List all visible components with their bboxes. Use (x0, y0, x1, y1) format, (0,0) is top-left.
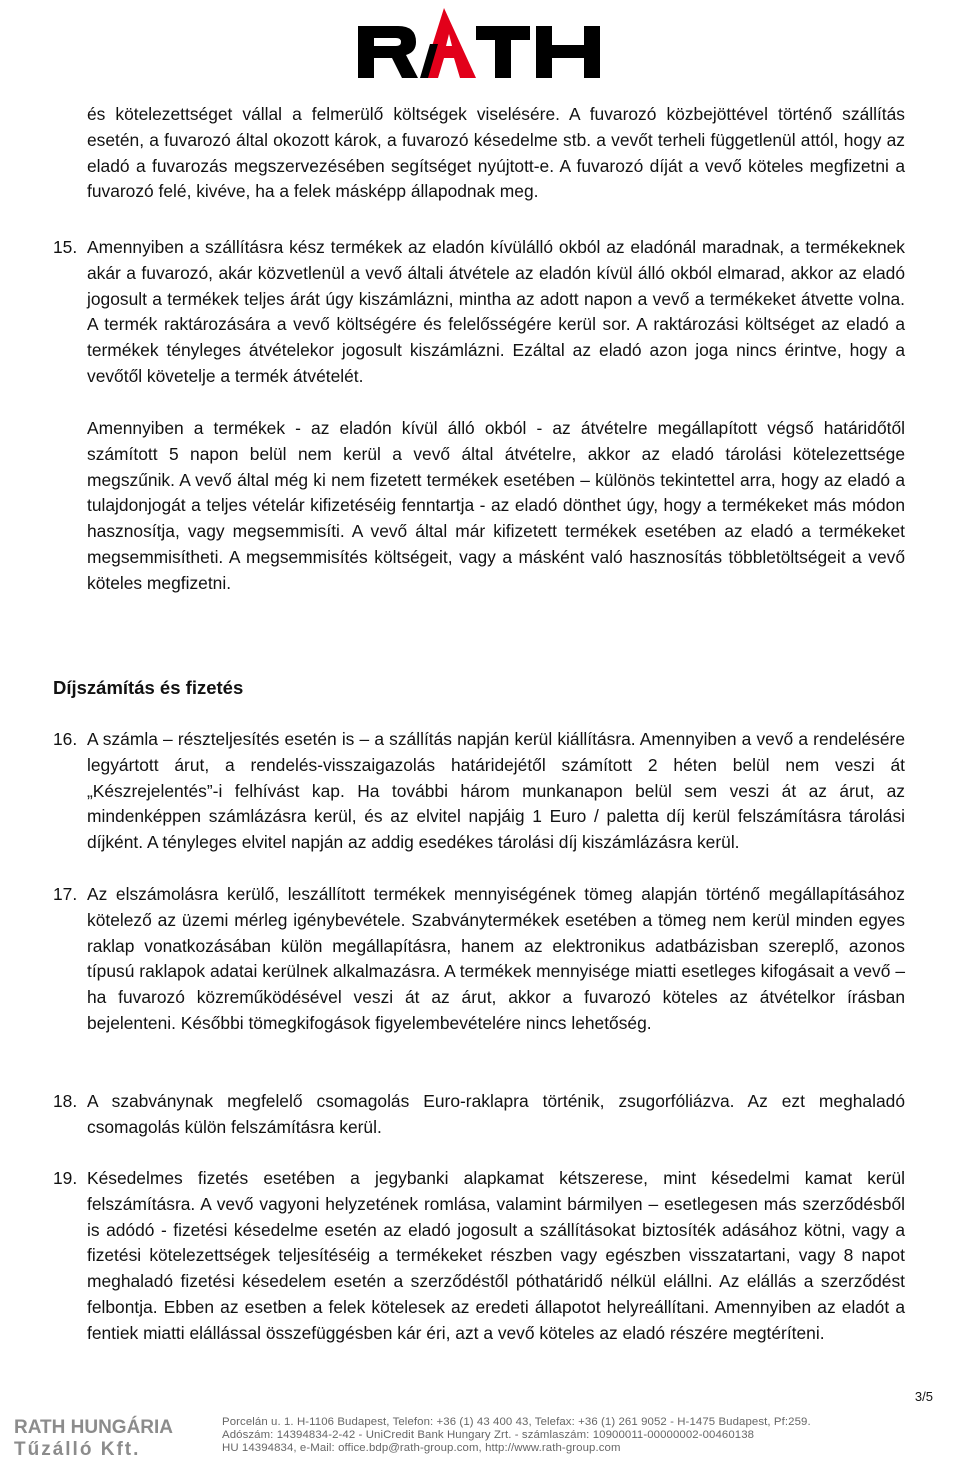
clause-18 (53, 1089, 905, 1141)
footer-company-subtitle: Tűzálló Kft. (14, 1439, 141, 1459)
clause-17 (53, 882, 905, 1037)
logo-letter-r (358, 26, 418, 78)
page-number: 3/5 (914, 1389, 933, 1404)
clause-19 (53, 1166, 905, 1347)
footer-tax-line: Adószám: 14394834-2-42 - UniCredit Bank Hungary Zrt. - számlaszám: 10900011-00000002-00460138 (222, 1428, 755, 1441)
continuation-paragraph: és kötelezettséget vállal a felmerülő költségek viselésére. A fuvarozó közbejöttével történő szállítás esetén, a fuvarozó által okozott károk, a fuvarozó késedelme stb. a vevőt terheli függetlenül attól, hogy az eladó a fuvarozás megszervezésében segítséget nyújtott-e. A fuvarozó díját a vevő köteles megfizetni a fuvarozó felé, kivéve, ha a felek másképp állapodnak meg. (87, 104, 905, 202)
clause-text: Késedelmes fizetés esetében a jegybanki alapkamat kétszerese, mint késedelmi kamat kerül felszámításra. A vevő vagyoni helyzetének romlása, valamint bármilyen – esetlegesen más szerződésből is adódó - fizetési késedelme esetén az eladó jogosult a szállításokat biztosíték adásához kötni, vagy a fizetési kötelezettségek teljesítéséig a termékeket részben vagy egészben visszatartani, vagy 8 napot meghaladó fizetési késedelem esetén a szerződéstől póthatáridő nélkül elállni. Az elállás a szerződést felbontja. Ebben az esetben a felek kötelesek az eredeti állapotot helyreállítani. Amennyiben az eladót a fentiek miatti elállással összefüggésben kár éri, azt a vevő köteles az eladó részére megtéríteni. (87, 1168, 905, 1343)
clause-15-continuation: Amennyiben a termékek - az eladón kívül álló okból - az átvételre megállapított végső határidőtől számított 5 napon belül nem kerül a vevő által átvételre, akkor az eladó tárolási kötelezettsége megszűnik. A vevő által még ki nem fizetett termékek esetében – különös tekintettel arra, hogy az eladó a tulajdonjogát a teljes vételár kifizetéséig fenntartja - az eladó dönthet úgy, hogy a termékeket más módon hasznosítja, vagy megsemmisíti. A vevő által már kifizetett termékek esetében az eladó a termékeket megsemmisítheti. A megsemmisítés költségeit, vagy a másként való hasznosítás többletöltségeit a vevő köteles megfizetni. (87, 418, 905, 593)
clause-text: Az elszámolásra kerülő, leszállított termékek mennyiségének tömeg alapján történő megállapításához kötelező az üzemi mérleg igénybevétele. Szabványtermékek esetében a tömeg nem kerül minden egyes raklap vonatkozásában külön megállapításra, hanem az elektronikus adatbázisban szereplő, azonos típusú raklapok adatai kerülnek alkalmazásra. A termékek mennyisége miatti esetleges kifogásait a vevő – ha fuvarozó közreműködésével veszi át az árut, akkor a fuvarozó köteles az átvételkor írásban bejelenteni. Későbbi tömegkifogások figyelembevételére nincs lehetőség. (87, 884, 905, 1033)
footer-company-logo (14, 1415, 194, 1459)
logo-letter-t (476, 26, 530, 78)
footer-email-line: HU 14394834, e-Mail: office.bdp@rath-group.com, http://www.rath-group.com (222, 1441, 621, 1454)
clause-number: 16. (53, 729, 78, 749)
clause-number: 18. (53, 1091, 78, 1111)
clause-number: 19. (53, 1168, 78, 1188)
clause-15 (53, 235, 905, 390)
footer-contact (222, 1416, 952, 1454)
clause-text: A szabványnak megfelelő csomagolás Euro-raklapra történik, zsugorfóliázva. Az ezt meghaladó csomagolás külön felszámításra kerül. (87, 1091, 905, 1137)
clause-16 (53, 727, 905, 856)
logo-letter-h (536, 26, 600, 78)
clause-number: 17. (53, 884, 78, 904)
footer-address-line: Porcelán u. 1. H-1106 Budapest, Telefon: +36 (1) 43 400 43, Telefax: +36 (1) 261 9052 - H-1475 Budapest, Pf:259. (222, 1416, 811, 1428)
clause-text: A számla – részteljesítés esetén is – a szállítás napján kerül kiállításra. Amennyiben a vevő a rendelésére legyártott árut, a rendelés-visszaigazolás határidejétől számított 2 héten belül nem veszi át „Készrejelentés”-i felhívást kap. Ha további három munkanapon belül sem veszi át az árut, az mindenképpen számlázásra kerül, és az elvitel napjáig 1 Euro / paletta díj kerül felszámításra tárolási díjként. A tényleges elvitel napján az addig esedékes tárolási díj kiszámlázásra kerül. (87, 729, 905, 853)
footer-company-name: RATH HUNGÁRIA (14, 1417, 174, 1438)
clause-number: 15. (53, 237, 78, 257)
clause-text: Amennyiben a szállításra kész termékek az eladón kívülálló okból az eladónál maradnak, a termékeknek akár a fuvarozó, akár közvetlenül a vevő általi átvétele az eladón kívül álló okból elmarad, akkor az eladó jogosult a termékek teljes árát úgy kiszámlázni, mintha az adott napon a vevő a termékeket átvette volna. A termék raktározására a vevő költségére és felelősségére kerül sor. A raktározási költséget az eladó a termékek tényleges átvételekor jogosult kiszámlázni. Ezáltal az eladó azon joga nincs érintve, hogy a vevőtől követelje a termék átvételét. (87, 237, 905, 386)
rath-logo (358, 8, 602, 80)
section-title: Díjszámítás és fizetés (53, 677, 244, 698)
